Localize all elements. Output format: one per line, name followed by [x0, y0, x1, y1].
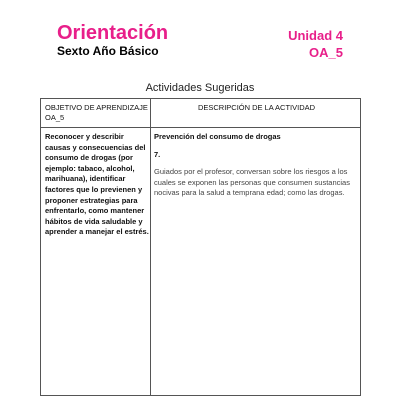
section-title: Actividades Sugeridas — [145, 82, 255, 94]
oa-code-label: OA_5 — [309, 45, 343, 60]
unit-label: Unidad 4 — [288, 28, 343, 43]
grade-label: Sexto Año Básico — [57, 44, 159, 58]
objective-column-header: OBJETIVO DE APRENDIZAJE OA_5 — [45, 103, 148, 122]
objective-text: Reconocer y describir causas y consecuencias del consumo de drogas (por ejemplo: tabaco, alcohol, marihuana), identificar factores que lo previenen y proponer estrategias para enfrentarlo, como mantener hábitos de vida saludable y aprender a manejar el estrés. — [45, 132, 149, 237]
activity-table — [40, 98, 361, 396]
subject-title: Orientación — [57, 22, 169, 44]
activity-description: Guiados por el profesor, conversan sobre los riesgos a los cuales se exponen las personas que consumen sustancias nocivas para la salud a temprana edad; como las drogas. — [154, 167, 350, 198]
activity-number: 7. — [154, 150, 161, 159]
activity-heading: Prevención del consumo de drogas — [154, 132, 281, 141]
description-column-header: DESCRIPCIÓN DE LA ACTIVIDAD — [197, 103, 316, 112]
